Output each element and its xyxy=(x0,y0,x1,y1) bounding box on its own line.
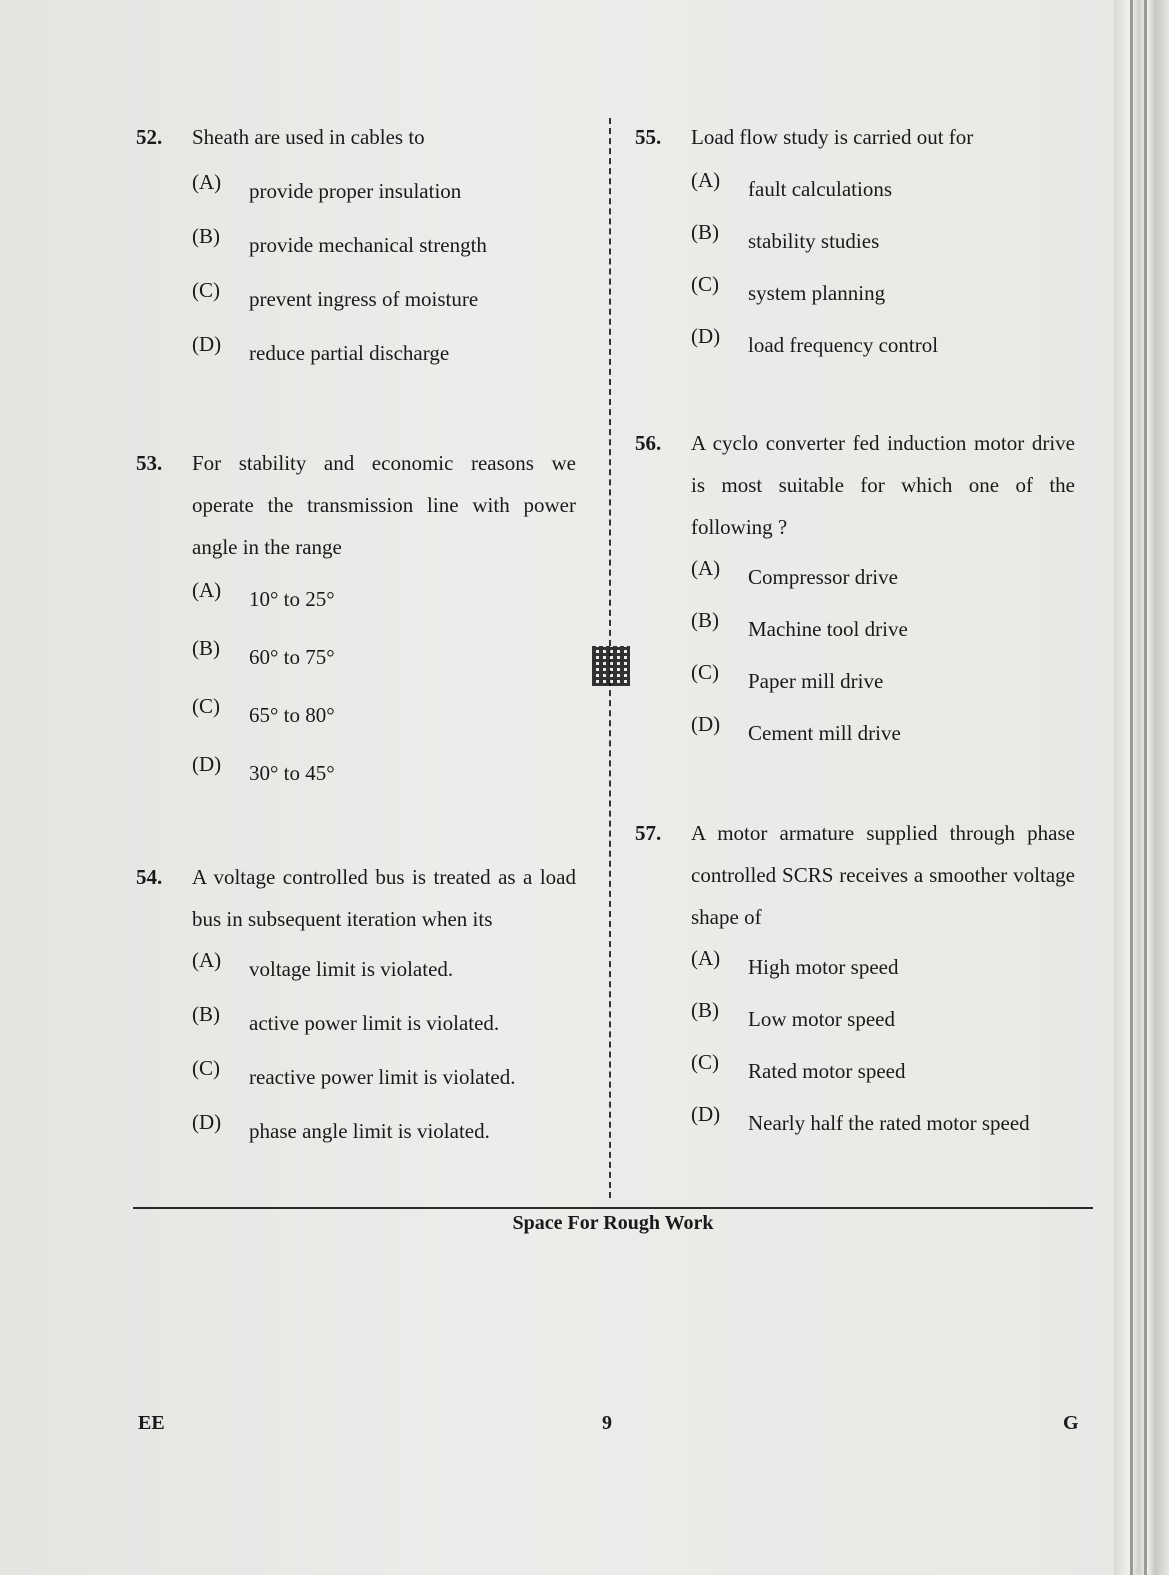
option-d xyxy=(691,712,1075,754)
option-label: (A) xyxy=(192,948,222,972)
question-text: A cyclo converter fed induction motor drive is most suitable for which one of the following ? xyxy=(691,431,1075,539)
option-text: Cement mill drive xyxy=(748,721,901,745)
option-b xyxy=(192,1002,576,1044)
footer-series-code: G xyxy=(1063,1412,1079,1434)
option-label: (D) xyxy=(691,712,721,736)
option-label: (B) xyxy=(192,636,220,660)
question-56 xyxy=(635,422,1075,548)
question-text: Load flow study is carried out for xyxy=(691,125,974,149)
question-number: 56. xyxy=(635,431,662,455)
option-label: (C) xyxy=(691,660,719,684)
left-column xyxy=(136,116,576,1152)
option-b xyxy=(192,224,576,266)
page-number: 9 xyxy=(602,1412,612,1434)
option-text: fault calculations xyxy=(748,177,893,201)
option-text: load frequency control xyxy=(748,333,939,357)
question-55 xyxy=(635,116,1075,158)
option-text: Rated motor speed xyxy=(748,1059,906,1083)
option-text: Low motor speed xyxy=(748,1007,895,1031)
option-label: (A) xyxy=(192,578,222,602)
option-label: (D) xyxy=(192,752,222,776)
option-label: (B) xyxy=(691,220,719,244)
question-number: 57. xyxy=(635,821,662,845)
option-text: provide mechanical strength xyxy=(249,233,487,257)
option-text: High motor speed xyxy=(748,955,899,979)
rough-work-rule xyxy=(133,1207,1093,1209)
option-text: system planning xyxy=(748,281,886,305)
option-label: (B) xyxy=(691,608,719,632)
question-52 xyxy=(136,116,576,158)
option-c xyxy=(691,272,1075,314)
question-text: A voltage controlled bus is treated as a load bus in subsequent iteration when its xyxy=(192,865,576,931)
question-number: 55. xyxy=(635,125,662,149)
option-text: 60° to 75° xyxy=(249,645,335,669)
option-text: 10° to 25° xyxy=(249,587,335,611)
option-label: (C) xyxy=(691,272,719,296)
option-text: active power limit is violated. xyxy=(249,1011,500,1035)
footer-subject-code: EE xyxy=(138,1412,165,1434)
option-d xyxy=(691,1102,1075,1144)
qr-code-icon xyxy=(592,646,630,686)
option-label: (D) xyxy=(192,332,222,356)
option-c xyxy=(192,694,576,736)
option-text: 65° to 80° xyxy=(249,703,335,727)
option-text: stability studies xyxy=(748,229,880,253)
binding-line xyxy=(1130,0,1133,1575)
option-a xyxy=(192,170,576,212)
question-57 xyxy=(635,812,1075,938)
option-label: (B) xyxy=(691,998,719,1022)
option-label: (A) xyxy=(192,170,222,194)
option-b xyxy=(691,998,1075,1040)
option-c xyxy=(192,1056,576,1098)
option-c xyxy=(192,278,576,320)
option-label: (A) xyxy=(691,168,721,192)
option-a xyxy=(192,578,576,620)
question-number: 52. xyxy=(136,125,163,149)
question-text: A motor armature supplied through phase controlled SCRS receives a smoother voltage shape of xyxy=(691,821,1075,929)
question-53 xyxy=(136,442,576,568)
option-label: (B) xyxy=(192,1002,220,1026)
option-a xyxy=(691,168,1075,210)
question-text: For stability and economic reasons we operate the transmission line with power angle in the range xyxy=(192,451,576,559)
right-column xyxy=(635,116,1075,1144)
option-label: (D) xyxy=(691,1102,721,1126)
option-text: voltage limit is violated. xyxy=(249,957,454,981)
option-label: (D) xyxy=(691,324,721,348)
option-text: reactive power limit is violated. xyxy=(249,1065,516,1089)
option-d xyxy=(192,1110,576,1152)
option-label: (B) xyxy=(192,224,220,248)
question-text: Sheath are used in cables to xyxy=(192,125,425,149)
option-label: (D) xyxy=(192,1110,222,1134)
option-a xyxy=(192,948,576,990)
page-edge-binding xyxy=(1114,0,1169,1575)
question-number: 53. xyxy=(136,451,163,475)
option-d xyxy=(192,332,576,374)
option-text: Machine tool drive xyxy=(748,617,908,641)
option-text: phase angle limit is violated. xyxy=(249,1119,490,1143)
option-label: (C) xyxy=(691,1050,719,1074)
option-text: reduce partial discharge xyxy=(249,341,450,365)
option-text: Paper mill drive xyxy=(748,669,884,693)
option-text: provide proper insulation xyxy=(249,179,462,203)
option-label: (A) xyxy=(691,556,721,580)
option-c xyxy=(691,1050,1075,1092)
option-b xyxy=(691,608,1075,650)
option-text: Compressor drive xyxy=(748,565,898,589)
binding-line xyxy=(1144,0,1147,1575)
option-d xyxy=(192,752,576,794)
option-label: (A) xyxy=(691,946,721,970)
option-label: (C) xyxy=(192,1056,220,1080)
question-number: 54. xyxy=(136,865,163,889)
option-a xyxy=(691,556,1075,598)
option-label: (C) xyxy=(192,694,220,718)
question-54 xyxy=(136,856,576,940)
option-a xyxy=(691,946,1075,988)
option-text: 30° to 45° xyxy=(249,761,335,785)
option-text: prevent ingress of moisture xyxy=(249,287,479,311)
option-b xyxy=(192,636,576,678)
option-label: (C) xyxy=(192,278,220,302)
option-c xyxy=(691,660,1075,702)
option-d xyxy=(691,324,1075,366)
rough-work-label: Space For Rough Work xyxy=(512,1212,714,1234)
option-b xyxy=(691,220,1075,262)
option-text: Nearly half the rated motor speed xyxy=(748,1111,1030,1135)
